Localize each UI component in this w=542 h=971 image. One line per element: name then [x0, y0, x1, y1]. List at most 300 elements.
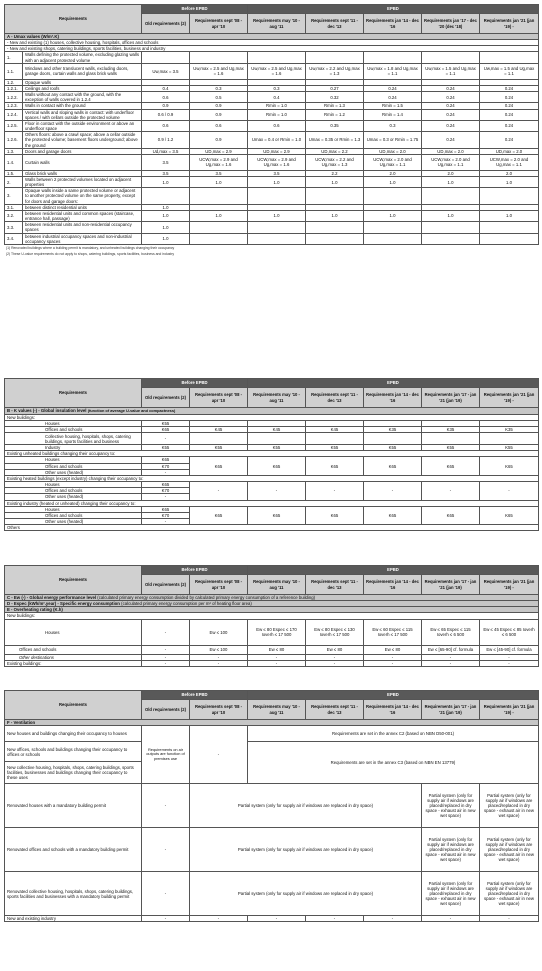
- row-value: 0.3: [190, 85, 248, 91]
- row-value: [142, 52, 190, 63]
- k-table: [4, 378, 539, 531]
- row-label: Vertical walls and sloping walls in contact: with underfloor spaces / with cellars outside the protected volume: [23, 109, 142, 120]
- header-requirements: Requirements: [5, 379, 142, 408]
- section-a-sub2: - New and existing shops, catering buildings, sports facilities, business and industry: [5, 46, 539, 52]
- partial-system-long: Partial system (only for supply air if windows are placed/replaced in dry space - exhaust air in new wet space): [480, 784, 539, 828]
- row-value: K65: [190, 506, 248, 524]
- row-value: Uw,max = 1.5 and Ug,max = 1.1: [480, 63, 539, 79]
- row-number: 3.2.: [5, 210, 23, 221]
- partial-system-long: Partial system (only for supply air if windows are placed/replaced in dry space - exhaust air in new wet space): [480, 828, 539, 872]
- row-value: 0.6: [142, 92, 190, 103]
- row-value: K65: [306, 506, 364, 524]
- header-requirements: Requirements: [5, 5, 142, 34]
- offices-value: -: [142, 645, 190, 654]
- row-value: K35: [480, 427, 539, 433]
- header-p21: Requirements jan '21 (jan '19) -: [480, 388, 539, 408]
- header-before-epbd: Before EPBD: [142, 5, 248, 14]
- row-value: 0.3: [364, 120, 422, 131]
- header-epbd: EPBD: [248, 566, 539, 575]
- header-p08: Requirements sept '08 - apr '10: [190, 14, 248, 34]
- renov-label: Renovated collective housing, hospitals, shops, catering buildings, sports facilities and businesses with a mandatory building permit: [5, 872, 142, 916]
- row-value: 1.0: [422, 210, 480, 221]
- row-value: UCW,max = 2.9 and Ug,max = 1.6: [248, 154, 306, 170]
- row-number: 3.: [5, 188, 23, 204]
- row-number: 1.3.: [5, 148, 23, 154]
- existing-buildings-label: Existing buildings:: [5, 660, 142, 666]
- partial-system-long: Partial system (only for supply air if windows are placed/replaced in dry space - exhaust air in new wet space): [480, 872, 539, 916]
- row-number: 1.2.1.: [5, 85, 23, 91]
- row-value: 1.0: [306, 210, 364, 221]
- row-number: 1.2.4.: [5, 109, 23, 120]
- row-value: Rmin = 1.2: [306, 109, 364, 120]
- row-value: Uw,max = 1.5 and Ug,max = 1.1: [422, 63, 480, 79]
- group-title: Existing industry (heated or unheated) changing their occupancy to:: [5, 500, 539, 506]
- row-value: -: [142, 433, 190, 445]
- row-value: -: [364, 482, 422, 500]
- houses-label: Houses: [5, 619, 142, 645]
- row-label: Opaque walls inside a same protected volume or adjacent to another protected volume on the same property, except for doors and garage doors:: [23, 188, 142, 204]
- header-p14: Requirements jan '14 - dec '16: [364, 575, 422, 595]
- row-old: -: [142, 519, 190, 525]
- row-label: Houses: [5, 506, 142, 512]
- vent-renov-row: Renovated collective housing, hospitals, shops, catering buildings, sports facilities and businesses with a mandatory building permit - Partial system (only for supply air if windows are replaced in dry space) Partial system (only for supply air if windows are placed/replaced in dry space - exhaust air in new wet space) Partial system (only for supply air if windows are placed/replaced in dry space - exhaust air in new wet space): [5, 872, 539, 916]
- partial-system: Partial system (only for supply air if windows are replaced in dry space): [190, 828, 422, 872]
- row-label: between distinct residential units: [23, 204, 142, 210]
- new-buildings-label: New buildings:: [5, 414, 539, 420]
- section-b: [4, 378, 538, 531]
- row-label: Other uses (heated): [5, 469, 142, 475]
- row-label: Walls defining the protected volume, excluding glazing walls with an adjacent protected volume: [23, 52, 142, 63]
- row-number: 2.: [5, 176, 23, 187]
- row-value: 1.0: [364, 176, 422, 187]
- row-value: 1.0: [142, 210, 190, 221]
- row-number: 1.: [5, 52, 23, 63]
- umax-table: [4, 4, 539, 245]
- vent-row-label: New offices, schools and buildings changing their occupancy to offices or schools: [5, 742, 142, 762]
- row-value: UD,max = 2.0: [422, 148, 480, 154]
- row-value: UD,max = 2.0: [480, 148, 539, 154]
- row-label: Doors and garage doors: [23, 148, 142, 154]
- houses-value: Ew ≤ 80 Espec ≤ 170 Ioverh ≤ 17 500: [248, 619, 306, 645]
- row-label: Offices and schools: [5, 427, 142, 433]
- row-value: 0.24: [422, 132, 480, 148]
- row-value: [190, 233, 248, 244]
- row-label: Curtain walls: [23, 154, 142, 170]
- row-value: 0.6 / 0.9: [142, 109, 190, 120]
- row-value: [480, 433, 539, 445]
- row-value: 2.2: [306, 170, 364, 176]
- row-label: Opaque walls: [23, 79, 142, 85]
- houses-value: Ew ≤ 80 Espec ≤ 130 Ioverh ≤ 17 500: [306, 619, 364, 645]
- row-value: 1.0: [248, 176, 306, 187]
- vent-row-label: New houses and buildings changing their occupancy to houses: [5, 726, 142, 742]
- row-value: K65: [248, 506, 306, 524]
- row-label: Walls in contact with the ground: [23, 103, 142, 109]
- row-value: 3.5: [142, 154, 190, 170]
- row-value: [480, 233, 539, 244]
- header-before-epbd: Before EPBD: [142, 566, 248, 575]
- row-value: [422, 52, 480, 63]
- row-value: UCW,max = 2.0 and Ug,max = 1.1: [480, 154, 539, 170]
- header-p11: Requirements sept '11 - dec '13: [306, 388, 364, 408]
- row-value: [142, 188, 190, 204]
- section-d-title: D - Espec (kWh/m².year) - Specific energy consumption (calculated primary energy consumption per m² of heating floor area): [5, 601, 539, 607]
- vent-renov-row: Renovated houses with a mandatory building permit - Partial system (only for supply air if windows are replaced in dry space) Partial system (only for supply air if windows are placed/replaced in dry space - exhaust air in new wet space) Partial system (only for supply air if windows are placed/replaced in dry space - exhaust air in new wet space): [5, 784, 539, 828]
- footnote-2: (2) These U-value requirements do not apply to shops, catering buildings, sports facilities, business and industry: [6, 251, 175, 256]
- row-value: [248, 433, 306, 445]
- row-label: Houses: [5, 482, 142, 488]
- houses-value: Ew ≤ 45 Espec ≤ 85 Ioverh ≤ 6 500: [480, 619, 539, 645]
- section-c: [4, 565, 538, 667]
- row-value: K65: [364, 457, 422, 475]
- umax-row: [5, 176, 539, 187]
- row-value: [364, 188, 422, 204]
- header-before-epbd: Before EPBD: [142, 379, 248, 388]
- row-label: Windows and other translucent walls, excluding doors, garage doors, curtain walls and glass brick walls: [23, 63, 142, 79]
- header-old: Old requirements (2): [142, 14, 190, 34]
- houses-value: Ew ≤ 65 Espec ≤ 115 Ioverh ≤ 6 500: [422, 619, 480, 645]
- header-p17b: Requirements jan '17 - jan '21 (jan '19): [422, 388, 480, 408]
- row-value: [480, 52, 539, 63]
- row-value: 2.0: [422, 170, 480, 176]
- row-value: 0.24: [480, 92, 539, 103]
- offices-value: Ew ≤ [65-90] cf. formula: [422, 645, 480, 654]
- offices-value: Ew ≤ 100: [190, 645, 248, 654]
- row-value: Rmin = 1.5: [364, 103, 422, 109]
- row-label: Others floors: above a crawl space; above a cellar outside the protected volume; basement floors underground; above the ground: [23, 132, 142, 148]
- vent-annex-c2: Requirements are set in the annex C2 (based on NBN D50-001): [248, 726, 539, 742]
- row-value: Umax = 0.3 or Rmin = 1.75: [364, 132, 422, 148]
- section-f-title: F - Ventilation: [5, 720, 539, 726]
- row-value: 0.24: [422, 109, 480, 120]
- row-value: K45: [190, 427, 248, 433]
- offices-value: Ew ≤ 80: [306, 645, 364, 654]
- vent-renov-row: Renovated offices and schools with a mandatory building permit - Partial system (only for supply air if windows are replaced in dry space) Partial system (only for supply air if windows are placed/replaced in dry space - exhaust air in new wet space) Partial system (only for supply air if windows are placed/replaced in dry space - exhaust air in new wet space): [5, 828, 539, 872]
- header-requirements: Requirements: [5, 691, 142, 720]
- header-p17a: Requirements jan '17 - dec '20 (dec '18): [422, 14, 480, 34]
- vent-annex-c3: Requirements are set in the annex C3 (based on NBN EN 13779): [248, 742, 539, 784]
- row-value: 0.24: [422, 120, 480, 131]
- row-number: 1.2.3.: [5, 103, 23, 109]
- row-number: 1.2.5.: [5, 120, 23, 131]
- row-value: UD,max = 2.0: [364, 148, 422, 154]
- row-value: Rmin = 1.0: [248, 109, 306, 120]
- row-value: [480, 188, 539, 204]
- row-value: 1.0: [142, 176, 190, 187]
- row-label: Offices and schools: [5, 488, 142, 494]
- row-value: 0.24: [480, 103, 539, 109]
- row-value: 3.5: [190, 170, 248, 176]
- row-value: Rmin = 1.4: [364, 109, 422, 120]
- row-number: 1.2.2.: [5, 92, 23, 103]
- umax-row: [5, 132, 539, 148]
- row-value: K65: [364, 506, 422, 524]
- row-value: UD,max = 2.9: [190, 148, 248, 154]
- row-value: [306, 222, 364, 233]
- row-old: K65: [142, 457, 190, 463]
- row-value: Umax = 0.35 or Rmin = 1.3: [306, 132, 364, 148]
- row-value: K55: [364, 445, 422, 451]
- offices-value: Ew ≤ [45-90] cf. formula: [480, 645, 539, 654]
- row-old: K70: [142, 463, 190, 469]
- row-value: 1.0: [190, 176, 248, 187]
- row-value: K55: [142, 445, 190, 451]
- row-number: 3.1.: [5, 204, 23, 210]
- row-value: 0.4: [142, 85, 190, 91]
- row-value: [248, 233, 306, 244]
- row-old: K70: [142, 488, 190, 494]
- row-value: [190, 188, 248, 204]
- row-value: UD,max = 2.9: [248, 148, 306, 154]
- row-value: K55: [306, 445, 364, 451]
- row-old: -: [142, 494, 190, 500]
- umax-row: [5, 120, 539, 131]
- header-p10: Requirements may '10 - aug '11: [248, 700, 306, 720]
- row-label: Walls between 2 protected volumes located on adjacent properties: [23, 176, 142, 187]
- umax-row: [5, 109, 539, 120]
- row-value: -: [248, 482, 306, 500]
- row-value: Rmin = 1.0: [248, 103, 306, 109]
- row-value: K55: [248, 445, 306, 451]
- row-value: [306, 52, 364, 63]
- row-value: 0.24: [480, 120, 539, 131]
- houses-value: Ew ≤ 60 Espec ≤ 115 Ioverh ≤ 17 500: [364, 619, 422, 645]
- umax-row: [5, 222, 539, 233]
- row-value: Umax = 0.4 or Rmin = 1.0: [248, 132, 306, 148]
- partial-system: Partial system (only for supply air if windows are replaced in dry space): [190, 784, 422, 828]
- offices-value: Ew ≤ 80: [248, 645, 306, 654]
- renov-label: Renovated houses with a mandatory building permit: [5, 784, 142, 828]
- row-label: Other uses (heated): [5, 494, 142, 500]
- header-p08: Requirements sept '08 - apr '10: [190, 388, 248, 408]
- row-value: 1.0: [480, 176, 539, 187]
- row-value: 0.24: [480, 85, 539, 91]
- partial-system-long: Partial system (only for supply air if windows are placed/replaced in dry space - exhaust air in new wet space): [422, 784, 480, 828]
- header-p10: Requirements may '10 - aug '11: [248, 14, 306, 34]
- row-value: 1.0: [364, 210, 422, 221]
- row-label: Houses: [5, 420, 142, 426]
- header-epbd: EPBD: [248, 379, 539, 388]
- header-p17b: Requirements jan '17 - jan '21 (jan '19): [422, 700, 480, 720]
- ew-table: Requirements Before EPBD EPBD Old requirements (2) Requirements sept '08 - apr '10 Requirements may '10 - aug '11 Requirements sept '11 - dec '13 Requirements jan '14 - dec '16 Requirements jan '17 - jan '21 (jan '19) Requirements jan '21 (jan '19) - C - Ew (-) - Global energy performance level (calculated primary energy consumption divided by calculated primary energy consumption of a reference building) D - Espec (kWh/m².year) - Specific energy consumption (calculated primary energy consumption per m² of heating floor area) E - Overheating rating (K.h) New buildings: Houses - Ew ≤ 100 Ew ≤ 80 Espec ≤ 170 Ioverh ≤ 17 500 Ew ≤ 80 Espec ≤ 130 Ioverh ≤ 17 500 Ew ≤ 60 Espec ≤ 115 Ioverh ≤ 17 500 Ew ≤ 65 Espec ≤ 115 Ioverh ≤ 6 500 Ew ≤ 45 Espec ≤ 85 Ioverh ≤ 6 500 Offices and schools - Ew ≤ 100 Ew ≤ 80 Ew ≤ 80 Ew ≤ 80 Ew ≤ [65-90] cf. formula Ew ≤ [45-90] cf. formula Other destinations - - - - - - - Existing buildings: - - - - - - -: [4, 565, 539, 667]
- header-p14: Requirements jan '14 - dec '16: [364, 388, 422, 408]
- row-label: Floor in contact with the outside environment or above an underfloor space: [23, 120, 142, 131]
- section-a: [4, 4, 538, 257]
- other-destinations-label: Other destinations: [5, 654, 142, 660]
- group-title: Existing heated buildings (except industry) changing their occupancy to:: [5, 475, 539, 481]
- k-row: [5, 433, 539, 445]
- row-value: 0.24: [364, 85, 422, 91]
- row-value: -: [480, 482, 539, 500]
- vent-row-label: New collective housing, hospitals, shops, catering buildings, sports facilities, businesses and buildings changing their occupancy to these uses: [5, 762, 142, 784]
- row-value: Ud,max = 3.5: [142, 148, 190, 154]
- row-value: K55: [142, 420, 190, 426]
- row-value: 1.0: [142, 204, 190, 210]
- row-value: 0.9: [190, 109, 248, 120]
- umax-row: [5, 92, 539, 103]
- row-value: 0.9: [190, 103, 248, 109]
- row-value: [190, 433, 248, 445]
- row-value: 0.6: [142, 120, 190, 131]
- row-value: UD,max = 2.2: [306, 148, 364, 154]
- row-value: 1.0: [480, 210, 539, 221]
- row-number: 3.3.: [5, 222, 23, 233]
- row-value: K65: [422, 506, 480, 524]
- row-old: -: [142, 469, 190, 475]
- row-value: 0.9: [190, 132, 248, 148]
- row-value: [248, 222, 306, 233]
- row-value: 0.6: [248, 120, 306, 131]
- row-value: UCW,max = 2.9 and Ug,max = 1.6: [190, 154, 248, 170]
- row-value: K55: [422, 445, 480, 451]
- vent-old-note: Requirements on air outputs are function of premises use: [142, 726, 190, 784]
- row-value: 0.3: [248, 85, 306, 91]
- row-value: K55: [480, 445, 539, 451]
- header-requirements: Requirements: [5, 566, 142, 595]
- header-p17b: Requirements jan '17 - jan '21 (jan '19): [422, 575, 480, 595]
- row-label: between residential units and common spaces (staircase, entrance hall, passage): [23, 210, 142, 221]
- row-value: [306, 433, 364, 445]
- row-value: [422, 188, 480, 204]
- offices-value: Ew ≤ 80: [364, 645, 422, 654]
- row-value: 1.0: [248, 210, 306, 221]
- umax-row: [5, 154, 539, 170]
- row-value: -: [306, 482, 364, 500]
- row-value: K35: [364, 427, 422, 433]
- header-p10: Requirements may '10 - aug '11: [248, 388, 306, 408]
- row-value: [480, 222, 539, 233]
- row-value: K55: [190, 445, 248, 451]
- renov-label: Renovated offices and schools with a mandatory building permit: [5, 828, 142, 872]
- umax-row: [5, 210, 539, 221]
- ventilation-table: Requirements Before EPBD EPBD Old requirements (2) Requirements sept '08 - apr '10 Requirements may '10 - aug '11 Requirements sept '11 - dec '13 Requirements jan '14 - dec '16 Requirements jan '17 - jan '21 (jan '19) Requirements jan '21 (jan '19) - F - Ventilation New houses and buildings changing their occupancy to houses Requirements on air outputs are function of premises use - Requirements are set in the annex C2 (based on NBN D50-001) New offices, schools and buildings changing their occupancy to offices or schools Requirements are set in the annex C3 (based on NBN EN 13779) New collective housing, hospitals, shops, catering buildings, sports facilities, businesses and buildings changing their occupancy to these uses Renovated houses with a mandatory building permit - Partial system (only for supply air if windows are replaced in dry space) Partial system (only for supply air if windows are placed/replaced in dry space - exhaust air in new wet space) Partial system (only for supply air if windows are placed/replaced in dry space - exhaust air in new wet space) Renovated offices and schools with a mandatory building permit - Partial system (only for supply air if windows are replaced in dry space) Partial system (only for supply air if windows are placed/replaced in dry space - exhaust air in new wet space) Partial system (only for supply air if windows are placed/replaced in dry space - exhaust air in new wet space) Renovated collective housing, hospitals, shops, catering buildings, sports facilities and businesses with a mandatory building permit - Partial system (only for supply air if windows are replaced in dry space) Partial system (only for supply air if windows are placed/replaced in dry space - exhaust air in new wet space) Partial system (only for supply air if windows are placed/replaced in dry space - exhaust air in new wet space) New and existing industry - - - - - - -: [4, 690, 539, 922]
- row-value: 0.24: [422, 85, 480, 91]
- row-value: 1.0: [306, 176, 364, 187]
- row-value: [248, 52, 306, 63]
- row-value: K65: [480, 506, 539, 524]
- row-value: [422, 433, 480, 445]
- header-epbd: EPBD: [248, 691, 539, 700]
- header-p14: Requirements jan '14 - dec '16: [364, 700, 422, 720]
- section-e-title: E - Overheating rating (K.h): [5, 607, 539, 613]
- row-value: 1.0: [142, 222, 190, 233]
- header-old: Old requirements (2): [142, 388, 190, 408]
- row-value: [306, 188, 364, 204]
- row-label: between residential units and non-residential occupancy spaces: [23, 222, 142, 233]
- row-value: [190, 52, 248, 63]
- row-value: 2.0: [480, 170, 539, 176]
- header-old: Old requirements (2): [142, 575, 190, 595]
- header-p08: Requirements sept '08 - apr '10: [190, 575, 248, 595]
- header-before-epbd: Before EPBD: [142, 691, 248, 700]
- header-p11: Requirements sept '11 - dec '13: [306, 700, 364, 720]
- row-value: [422, 222, 480, 233]
- row-value: [364, 233, 422, 244]
- row-value: Rmin = 1.3: [306, 103, 364, 109]
- row-value: 0.24: [364, 92, 422, 103]
- row-value: 0.9: [142, 103, 190, 109]
- row-value: UCW,max = 2.2 and Ug,max = 1.3: [306, 154, 364, 170]
- row-value: K65: [248, 457, 306, 475]
- partial-system-long: Partial system (only for supply air if windows are placed/replaced in dry space - exhaust air in new wet space): [422, 828, 480, 872]
- row-label: between industrial occupancy spaces and non-industrial occupancy spaces: [23, 233, 142, 244]
- header-p21: Requirements jan '21 (jan '19) -: [480, 575, 539, 595]
- row-value: 0.24: [422, 92, 480, 103]
- row-value: 0.4: [248, 92, 306, 103]
- row-label: Ceilings and roofs: [23, 85, 142, 91]
- row-value: 0.9 / 1.2: [142, 132, 190, 148]
- row-label: Walls without any contact with the ground, with the exception of walls covered in 1.2.4: [23, 92, 142, 103]
- row-value: [190, 222, 248, 233]
- row-value: K65: [306, 457, 364, 475]
- row-value: UCW,max = 2.0 and Ug,max = 1.1: [364, 154, 422, 170]
- row-value: 0.24: [480, 109, 539, 120]
- row-value: [306, 233, 364, 244]
- row-label: Houses: [5, 457, 142, 463]
- row-label: Offices and schools: [5, 512, 142, 518]
- row-label: Other uses (heated): [5, 519, 142, 525]
- row-value: 0.24: [480, 132, 539, 148]
- header-p14: Requirements jan '14 - dec '16: [364, 14, 422, 34]
- new-industry-label: New and existing industry: [5, 916, 142, 922]
- row-value: [364, 433, 422, 445]
- row-value: 0.27: [306, 85, 364, 91]
- row-value: 2.0: [364, 170, 422, 176]
- row-value: 1.0: [190, 210, 248, 221]
- others-label: Others: [5, 525, 539, 531]
- umax-row: [5, 63, 539, 79]
- row-value: 0.5: [190, 92, 248, 103]
- section-b-title: B - K values (-) - Global insulation level (function of average U-value and compactness): [5, 408, 539, 415]
- row-value: 0.35: [306, 120, 364, 131]
- new-buildings-label: New buildings:: [5, 613, 539, 619]
- row-value: K45: [306, 427, 364, 433]
- row-value: 3.5: [248, 170, 306, 176]
- section-a-title: A - Umax values (W/m².K): [5, 34, 539, 40]
- row-value: K65: [422, 457, 480, 475]
- row-value: [248, 188, 306, 204]
- row-value: Uw,max = 2.5 and Ug,max = 1.6: [248, 63, 306, 79]
- header-old: Old requirements (2): [142, 700, 190, 720]
- section-a-sub1: - New and existing (1) houses, collective housing, hospitals, offices and schools: [5, 40, 539, 46]
- row-value: 1.0: [422, 176, 480, 187]
- row-number: 1.2.: [5, 79, 23, 85]
- row-value: 0.24: [422, 103, 480, 109]
- partial-system: Partial system (only for supply air if windows are replaced in dry space): [190, 872, 422, 916]
- row-value: [422, 233, 480, 244]
- row-value: K45: [248, 427, 306, 433]
- row-old: K70: [142, 512, 190, 518]
- row-value: 3.5: [142, 170, 190, 176]
- row-value: K35: [422, 427, 480, 433]
- row-value: UCW,max = 2.0 and Ug,max = 1.1: [422, 154, 480, 170]
- row-value: 0.6: [190, 120, 248, 131]
- houses-value: -: [142, 619, 190, 645]
- row-value: Uw,max = 3.5: [142, 63, 190, 79]
- header-p11: Requirements sept '11 - dec '13: [306, 575, 364, 595]
- row-value: [364, 52, 422, 63]
- row-value: [364, 222, 422, 233]
- header-p10: Requirements may '10 - aug '11: [248, 575, 306, 595]
- row-number: 1.1.: [5, 63, 23, 79]
- row-value: K65: [480, 457, 539, 475]
- row-label: Industry: [5, 445, 142, 451]
- row-value: -: [422, 482, 480, 500]
- row-value: 0.32: [306, 92, 364, 103]
- row-old: K65: [142, 506, 190, 512]
- row-number: 1.5.: [5, 170, 23, 176]
- row-value: Uw,max = 1.8 and Ug,max = 1.1: [364, 63, 422, 79]
